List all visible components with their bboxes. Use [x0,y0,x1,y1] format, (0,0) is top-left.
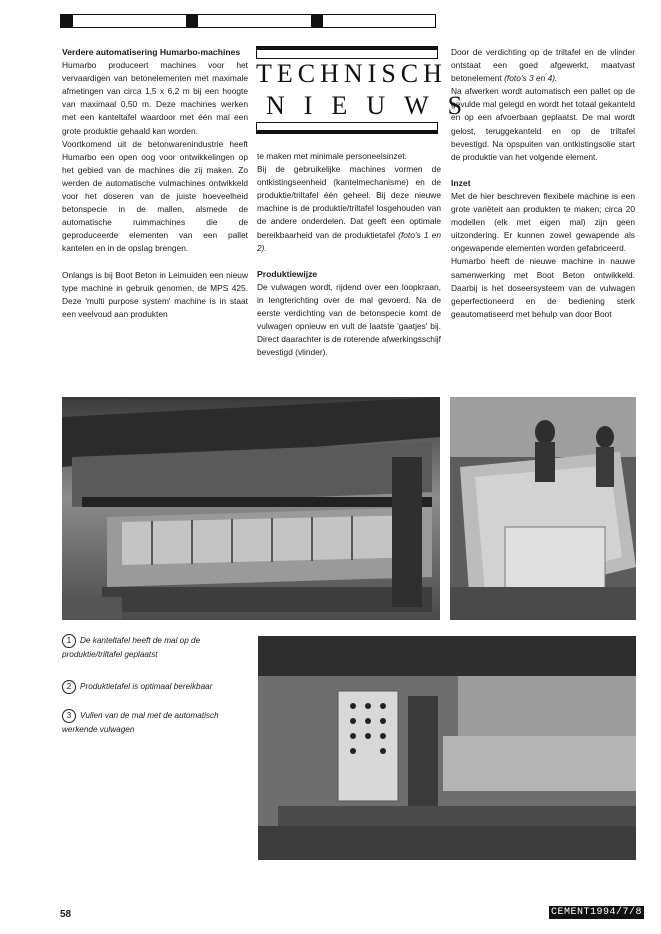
article-column-3 [451,46,635,321]
paragraph: Voortkomend uit de betonwarenindustrie heeft Humarbo een open oog voor ontwikkelingen op het gebied van de machines die zij maken. Zo werden de automatische vulmachines ontwikkeld voor het doseren van de juiste hoeveelheid betonspecie in de mallen, alsmede de automatische ruimmachines die de geproduceerde elementen van een pallet kantelen en in de opslag brengen. [62,138,248,254]
article-column-1 [62,46,248,321]
photo-tilt-table [62,397,440,620]
caption-text: Produktietafel is optimaal bereikbaar [80,682,213,691]
magazine-issue-label: CEMENT1994/7/8 [551,907,643,918]
photo-caption-1 [62,634,252,661]
paragraph-text: Door de verdichting op de triltafel en de vlinder ontstaat een goed afgewerkt, maatvast betonelement [451,47,635,84]
title-bottom-rule [256,122,438,134]
rule-block [61,15,73,27]
paragraph: Met de hier beschreven flexibele machine is een grote variëteit aan produkten te maken; circa 20 modellen (elk met eigen mal) zijn geen uitzondering. Er kunnen zowel gewapende als ongewapende elementen worden gefabriceerd. [451,190,635,254]
page-number: 58 [60,909,72,920]
section-title-line2: NIEUWS [266,91,482,120]
caption-number-badge: 3 [62,709,76,723]
paragraph [451,46,635,85]
rule-block [311,15,323,27]
paragraph: Onlangs is bij Boot Beton in Leimuiden een nieuw type machine in gebruik genomen, de MPS 425. Deze 'multi purpose system' machine is in staat een veelvoud aan produkten [62,269,248,319]
photo-production-table [450,397,636,620]
section-heading: Produktiewijze [257,268,318,279]
caption-number-badge: 2 [62,680,76,694]
paragraph [257,163,441,255]
paragraph: De vulwagen wordt, rijdend over een loopkraan, in lengterichting over de mal gevoerd. Na de eerste verdichting van de betonspecie komt de vulwagen opnieuw en vult de laatste 'gaatjes' bij. Direct daarachter is de roterende afwerkingsschijf bevestigd (vlinder). [257,281,441,358]
section-title-line1: TECHNISCH [256,59,447,88]
caption-text: Vullen van de mal met de automatisch werkende vulwagen [62,711,219,734]
paragraph: Humarbo heeft de nieuwe machine in nauwe samenwerking met Boot Beton ontwikkeld. Daarbij is het doseersysteem van de vulwagen geperfectioneerd en de bediening sterk geautomatiseerd met behulp van door Boot [451,256,635,319]
caption-number-badge: 1 [62,634,76,648]
header-rule-bar [60,14,436,28]
section-heading: Inzet [451,177,471,188]
paragraph: Humarbo produceert machines voor het vervaardigen van betonelementen met maximale afmetingen van circa 1,5 x 6,2 m bij een hoogte van maximaal 0,50 m. Deze machines werken met een kanteltafel waardoor met één mal een grote produktie gehaald kan worden. [62,60,248,136]
photo-reference: (foto's 1 en 2). [257,229,441,253]
article-heading: Verdere automatisering Humarbo-machines [62,47,241,57]
paragraph-text: Bij de gebruikelijke machines vormen de ontkistingseenheid (kantelmechanisme) en de produktie/triltafel één geheel. Bij deze nieuwe machine is de produktie/triltafel losgehouden van de andere onderdelen. Dat geeft een optimale bereikbaarheid van de produktietafel [257,164,441,240]
paragraph: te maken met minimale personeelsinzet. [257,151,407,161]
paragraph: Na afwerken wordt automatisch een pallet op de gevulde mal gelegd en wordt het totaal gekanteld en op een afvoerbaan geplaatst. De mal wordt gelost, teruggekanteld en op de triltafel bevestigd. Na opspuiten van ontkistingsolie start de produktie van het volgende element. [451,86,635,162]
photo-filling-wagon [258,636,636,860]
title-top-rule [256,46,438,59]
photo-caption-2 [62,680,252,694]
rule-block [186,15,198,27]
photo-caption-3 [62,709,252,736]
section-title-box [256,46,482,134]
photo-reference: (foto's 3 en 4). [504,73,558,84]
caption-text: De kanteltafel heeft de mal op de produktie/triltafel geplaatst [62,636,201,659]
article-column-2 [257,150,441,359]
